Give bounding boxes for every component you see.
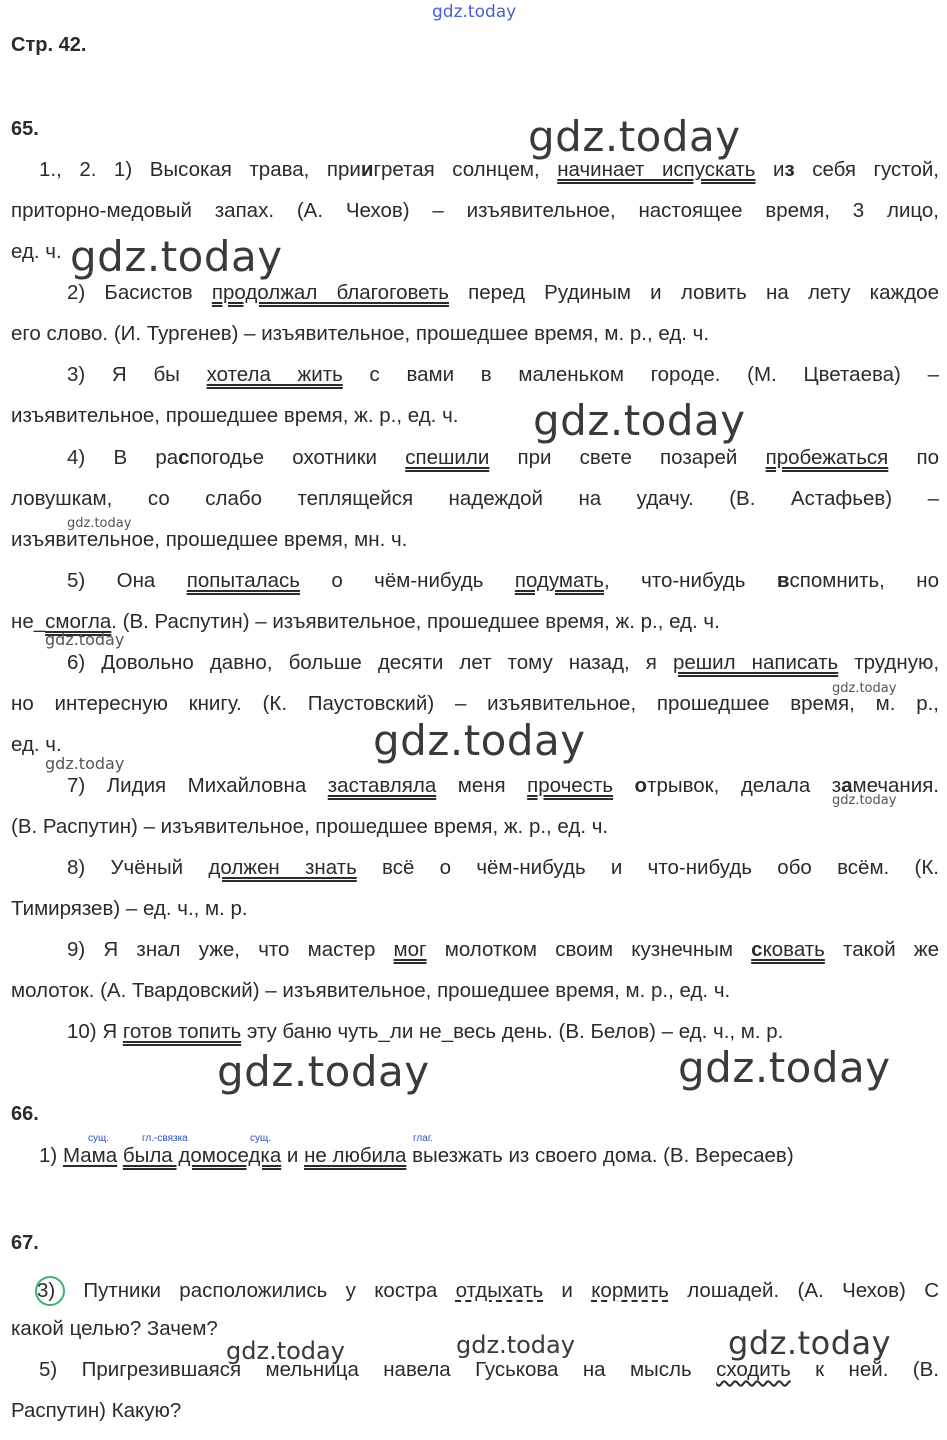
ex65-number: 65.: [11, 118, 39, 140]
watermark: gdz.today: [45, 754, 125, 773]
ex67-number: 67.: [11, 1232, 39, 1254]
ex65-line-20: 9) Я знал уже, что мастер мог молотком своим кузнечным сковать такой же: [67, 938, 939, 961]
ex65-line-14: но интересную книгу. (К. Паустовский) – изъявительное, прошедшее время, м. р.,: [11, 692, 939, 715]
ex65-line-17: (В. Распутин) – изъявительное, прошедшее время, ж. р., ед. ч.: [11, 815, 609, 838]
ex66-label-verb: глаг.: [413, 1133, 434, 1144]
ex65-line-10: изъявительное, прошедшее время, мн. ч.: [11, 528, 408, 551]
ex65-line-19: Тимирязев) – ед. ч., м. р.: [11, 897, 248, 920]
watermark: gdz.today: [67, 516, 132, 531]
ex65-line-8: 4) В распогодье охотники спешили при свете позарей пробежаться по: [67, 446, 939, 469]
ex65-line-12: не_смогла. (В. Распутин) – изъявительное, прошедшее время, ж. р., ед. ч.: [11, 610, 720, 633]
ex67-line-4: Распутин) Какую?: [11, 1399, 182, 1422]
ex66-label-copula: гл.-связка: [142, 1133, 188, 1144]
ex65-line-16: 7) Лидия Михайловна заставляла меня прочесть отрывок, делала замечания.: [67, 774, 939, 797]
watermark: gdz.today: [217, 1047, 430, 1096]
ex65-line-15: ед. ч.: [11, 733, 62, 756]
ex65-line-6: 3) Я бы хотела жить с вами в маленьком городе. (М. Цветаева) –: [67, 363, 939, 386]
circled-number: 3): [35, 1276, 65, 1306]
page-label: Стр. 42.: [11, 34, 87, 56]
ex65-line-13: 6) Довольно давно, больше десяти лет тому назад, я решил написать трудную,: [67, 651, 940, 674]
ex66-label-noun-1: сущ.: [88, 1133, 110, 1144]
watermark-top: gdz.today: [432, 2, 517, 22]
watermark: gdz.today: [226, 1337, 345, 1365]
watermark: gdz.today: [456, 1331, 575, 1359]
ex66-number: 66.: [11, 1103, 39, 1125]
ex67-line-3: 5) Пригрезившаяся мельница навела Гуськова на мысль сходить к ней. (В.: [39, 1358, 939, 1381]
ex65-line-9: ловушкам, со слабо теплящейся надеждой на удачу. (В. Астафьев) –: [11, 487, 939, 510]
ex65-line-21: молоток. (А. Твардовский) – изъявительное, прошедшее время, м. р., ед. ч.: [11, 979, 731, 1002]
watermark: gdz.today: [533, 396, 746, 445]
watermark: gdz.today: [45, 630, 125, 649]
ex65-line-7: изъявительное, прошедшее время, ж. р., ед. ч.: [11, 404, 459, 427]
watermark: gdz.today: [528, 112, 741, 161]
ex65-line-3: ед. ч.: [11, 240, 62, 263]
watermark: gdz.today: [373, 716, 586, 765]
watermark: gdz.today: [832, 681, 897, 696]
ex67-line-1: 3) Путники расположились у костра отдыхать и кормить лошадей. (А. Чехов) С: [11, 1276, 939, 1306]
watermark: gdz.today: [728, 1324, 892, 1362]
watermark: gdz.today: [832, 793, 897, 808]
ex65-line-5: его слово. (И. Тургенев) – изъявительное, прошедшее время, м. р., ед. ч.: [11, 322, 710, 345]
ex65-line-1: 1., 2. 1) Высокая трава, приигретая солнцем, начинает испускать из себя густой,: [39, 158, 939, 181]
ex65-line-18: 8) Учёный должен знать всё о чём-нибудь и что-нибудь обо всём. (К.: [67, 856, 939, 879]
ex66-line-1: 1) Мама была домоседка и не любила выезжать из своего дома. (В. Вересаев): [39, 1144, 794, 1167]
ex67-line-2: какой целью? Зачем?: [11, 1317, 218, 1340]
ex65-line-2: приторно-медовый запах. (А. Чехов) – изъявительное, настоящее время, 3 лицо,: [11, 199, 939, 222]
ex65-line-11: 5) Она попыталась о чём-нибудь подумать, что-нибудь вспомнить, но: [67, 569, 939, 592]
ex66-label-noun-2: сущ.: [250, 1133, 272, 1144]
ex65-line-22: 10) Я готов топить эту баню чуть_ли не_весь день. (В. Белов) – ед. ч., м. р.: [67, 1020, 784, 1043]
watermark: gdz.today: [678, 1043, 891, 1092]
watermark: gdz.today: [70, 232, 283, 281]
ex65-line-4: 2) Басистов продолжал благоговеть перед Рудиным и ловить на лету каждое: [67, 281, 939, 304]
